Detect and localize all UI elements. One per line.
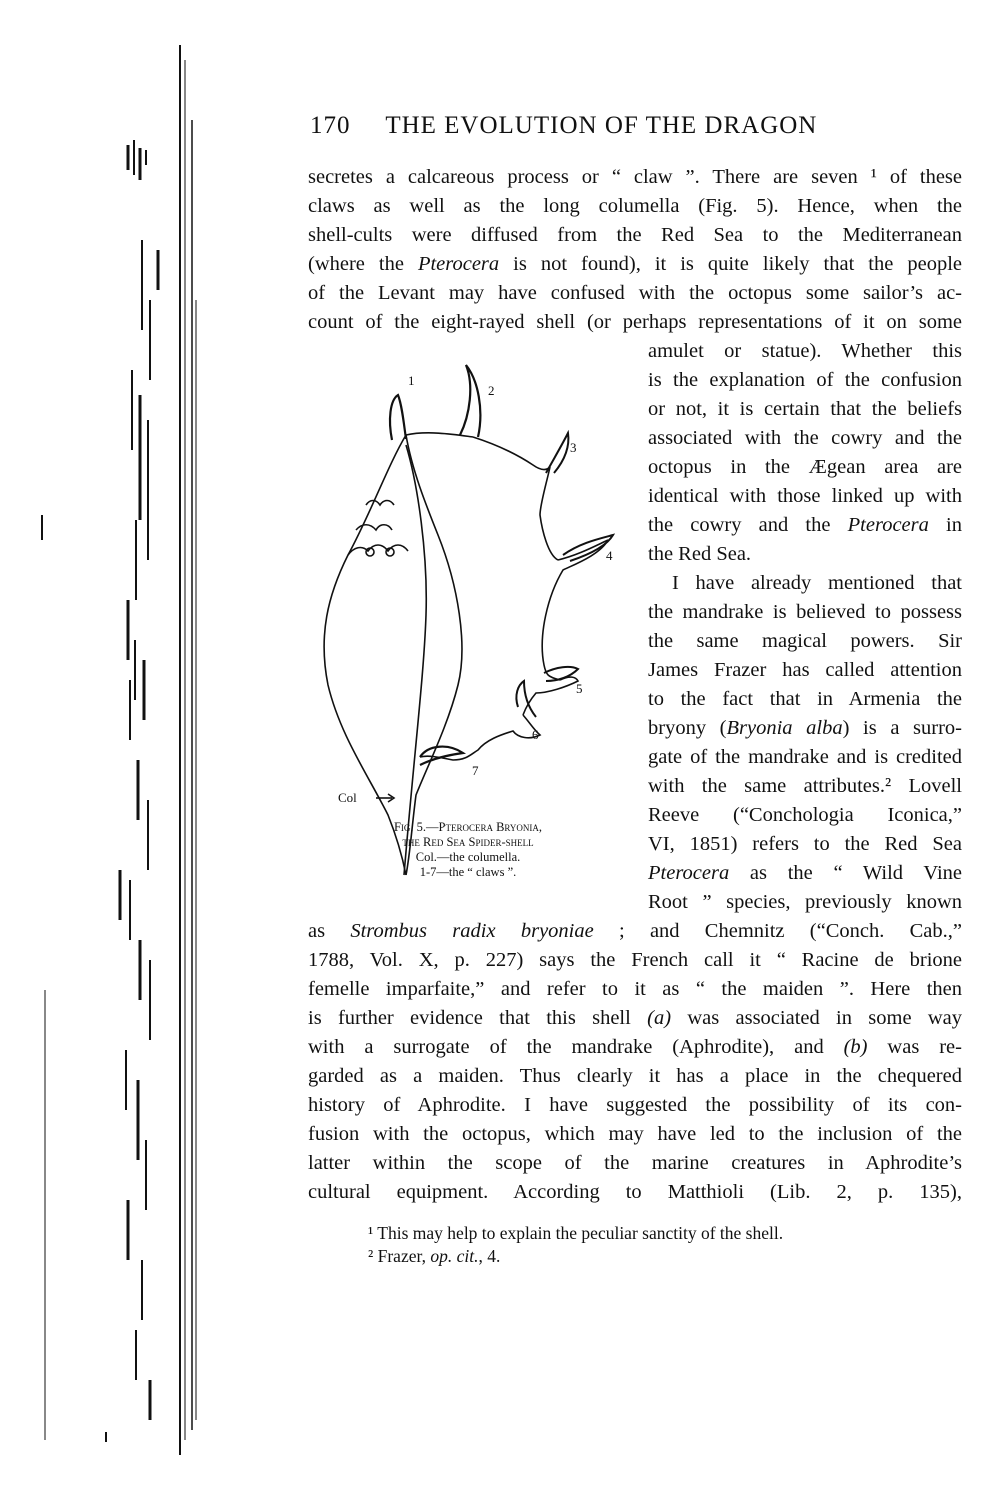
body-line: fusion with the octopus, which may have led to the inclusion of the bbox=[308, 1123, 962, 1145]
body-line: gate of the mandrake and is credited bbox=[648, 746, 962, 768]
body-line: bryony (Bryonia alba) is a surro- bbox=[648, 717, 963, 739]
body-line: associated with the cowry and the bbox=[648, 427, 962, 449]
body-line: of the Levant may have confused with the octopus some sailor’s ac- bbox=[308, 282, 962, 304]
body-line: count of the eight-rayed shell (or perhaps representations of it on some bbox=[308, 311, 962, 333]
caption-line: 1-7—the “ claws ”. bbox=[419, 865, 517, 879]
body-line: is the explanation of the confusion bbox=[648, 369, 962, 391]
caption-line: Col.—the columella. bbox=[415, 850, 521, 864]
body-line: VI, 1851) refers to the Red Sea bbox=[648, 833, 962, 855]
body-line: James Frazer has called attention bbox=[648, 659, 962, 681]
body-line: cultural equipment. According to Matthioli (Lib. 2, p. 135), bbox=[308, 1181, 962, 1203]
page-number: 170 bbox=[310, 112, 351, 139]
spider-shell-illustration bbox=[308, 355, 638, 895]
body-line: octopus in the Ægean area are bbox=[648, 456, 962, 478]
claw-label-4: 4 bbox=[606, 548, 613, 563]
body-line: shell-cults were diffused from the Red Sea to the Mediterranean bbox=[308, 224, 962, 246]
claw-label-5: 5 bbox=[576, 681, 583, 696]
footnote-2: ² Frazer, op. cit., 4. bbox=[368, 1246, 501, 1266]
body-line: claws as well as the long columella (Fig. 5). Hence, when the bbox=[308, 195, 962, 217]
body-line: secretes a calcareous process or “ claw ”. There are seven ¹ of these bbox=[308, 166, 962, 188]
body-line: history of Aphrodite. I have suggested the possibility of its con- bbox=[308, 1094, 962, 1116]
claw-label-6: 6 bbox=[532, 727, 539, 742]
body-line: the cowry and the Pterocera in bbox=[648, 514, 963, 536]
figure-caption bbox=[318, 820, 618, 880]
body-line: or not, it is certain that the beliefs bbox=[648, 398, 962, 420]
caption-line: the Red Sea Spider-shell bbox=[402, 835, 534, 849]
body-line: identical with those linked up with bbox=[648, 485, 962, 507]
footnote-1: ¹ This may help to explain the peculiar sanctity of the shell. bbox=[368, 1223, 784, 1243]
running-header bbox=[310, 112, 950, 140]
body-line: the same magical powers. Sir bbox=[648, 630, 962, 652]
claw-label-2: 2 bbox=[488, 383, 495, 398]
body-line: as Strombus radix bryoniae ; and Chemnitz (“Conch. Cab.,” bbox=[308, 920, 962, 942]
claw-label-1: 1 bbox=[408, 373, 415, 388]
running-title: THE EVOLUTION OF THE DRAGON bbox=[385, 112, 818, 139]
body-line: (where the Pterocera is not found), it is quite likely that the people bbox=[308, 253, 962, 275]
body-line: garded as a maiden. Thus clearly it has a place in the chequered bbox=[308, 1065, 962, 1087]
body-line: Reeve (“Conchologia Iconica,” bbox=[648, 804, 962, 826]
body-line: 1788, Vol. X, p. 227) says the French call it “ Racine de brione bbox=[308, 949, 962, 971]
body-line: latter within the scope of the marine creatures in Aphrodite’s bbox=[308, 1152, 962, 1174]
scan-gutter-artifact bbox=[0, 0, 260, 1496]
body-line: I have already mentioned that bbox=[672, 572, 962, 594]
body-line: femelle imparfaite,” and refer to it as “ the maiden ”. Here then bbox=[308, 978, 962, 1000]
caption-line: Fig. 5.—Pterocera Bryonia, bbox=[393, 820, 543, 834]
columella-label: Col bbox=[338, 790, 357, 805]
body-line: the mandrake is believed to possess bbox=[648, 601, 962, 623]
body-line: to the fact that in Armenia the bbox=[648, 688, 962, 710]
body-line: with a surrogate of the mandrake (Aphrodite), and (b) was re- bbox=[308, 1036, 962, 1058]
body-line: with the same attributes.² Lovell bbox=[648, 775, 962, 797]
claw-label-7: 7 bbox=[472, 763, 479, 778]
body-line: the Red Sea. bbox=[648, 543, 752, 565]
body-line: Pterocera as the “ Wild Vine bbox=[648, 862, 962, 884]
claw-label-3: 3 bbox=[570, 440, 577, 455]
body-line: amulet or statue). Whether this bbox=[648, 340, 962, 362]
body-line: is further evidence that this shell (a) was associated in some way bbox=[308, 1007, 962, 1029]
body-line: Root ” species, previously known bbox=[648, 891, 962, 913]
